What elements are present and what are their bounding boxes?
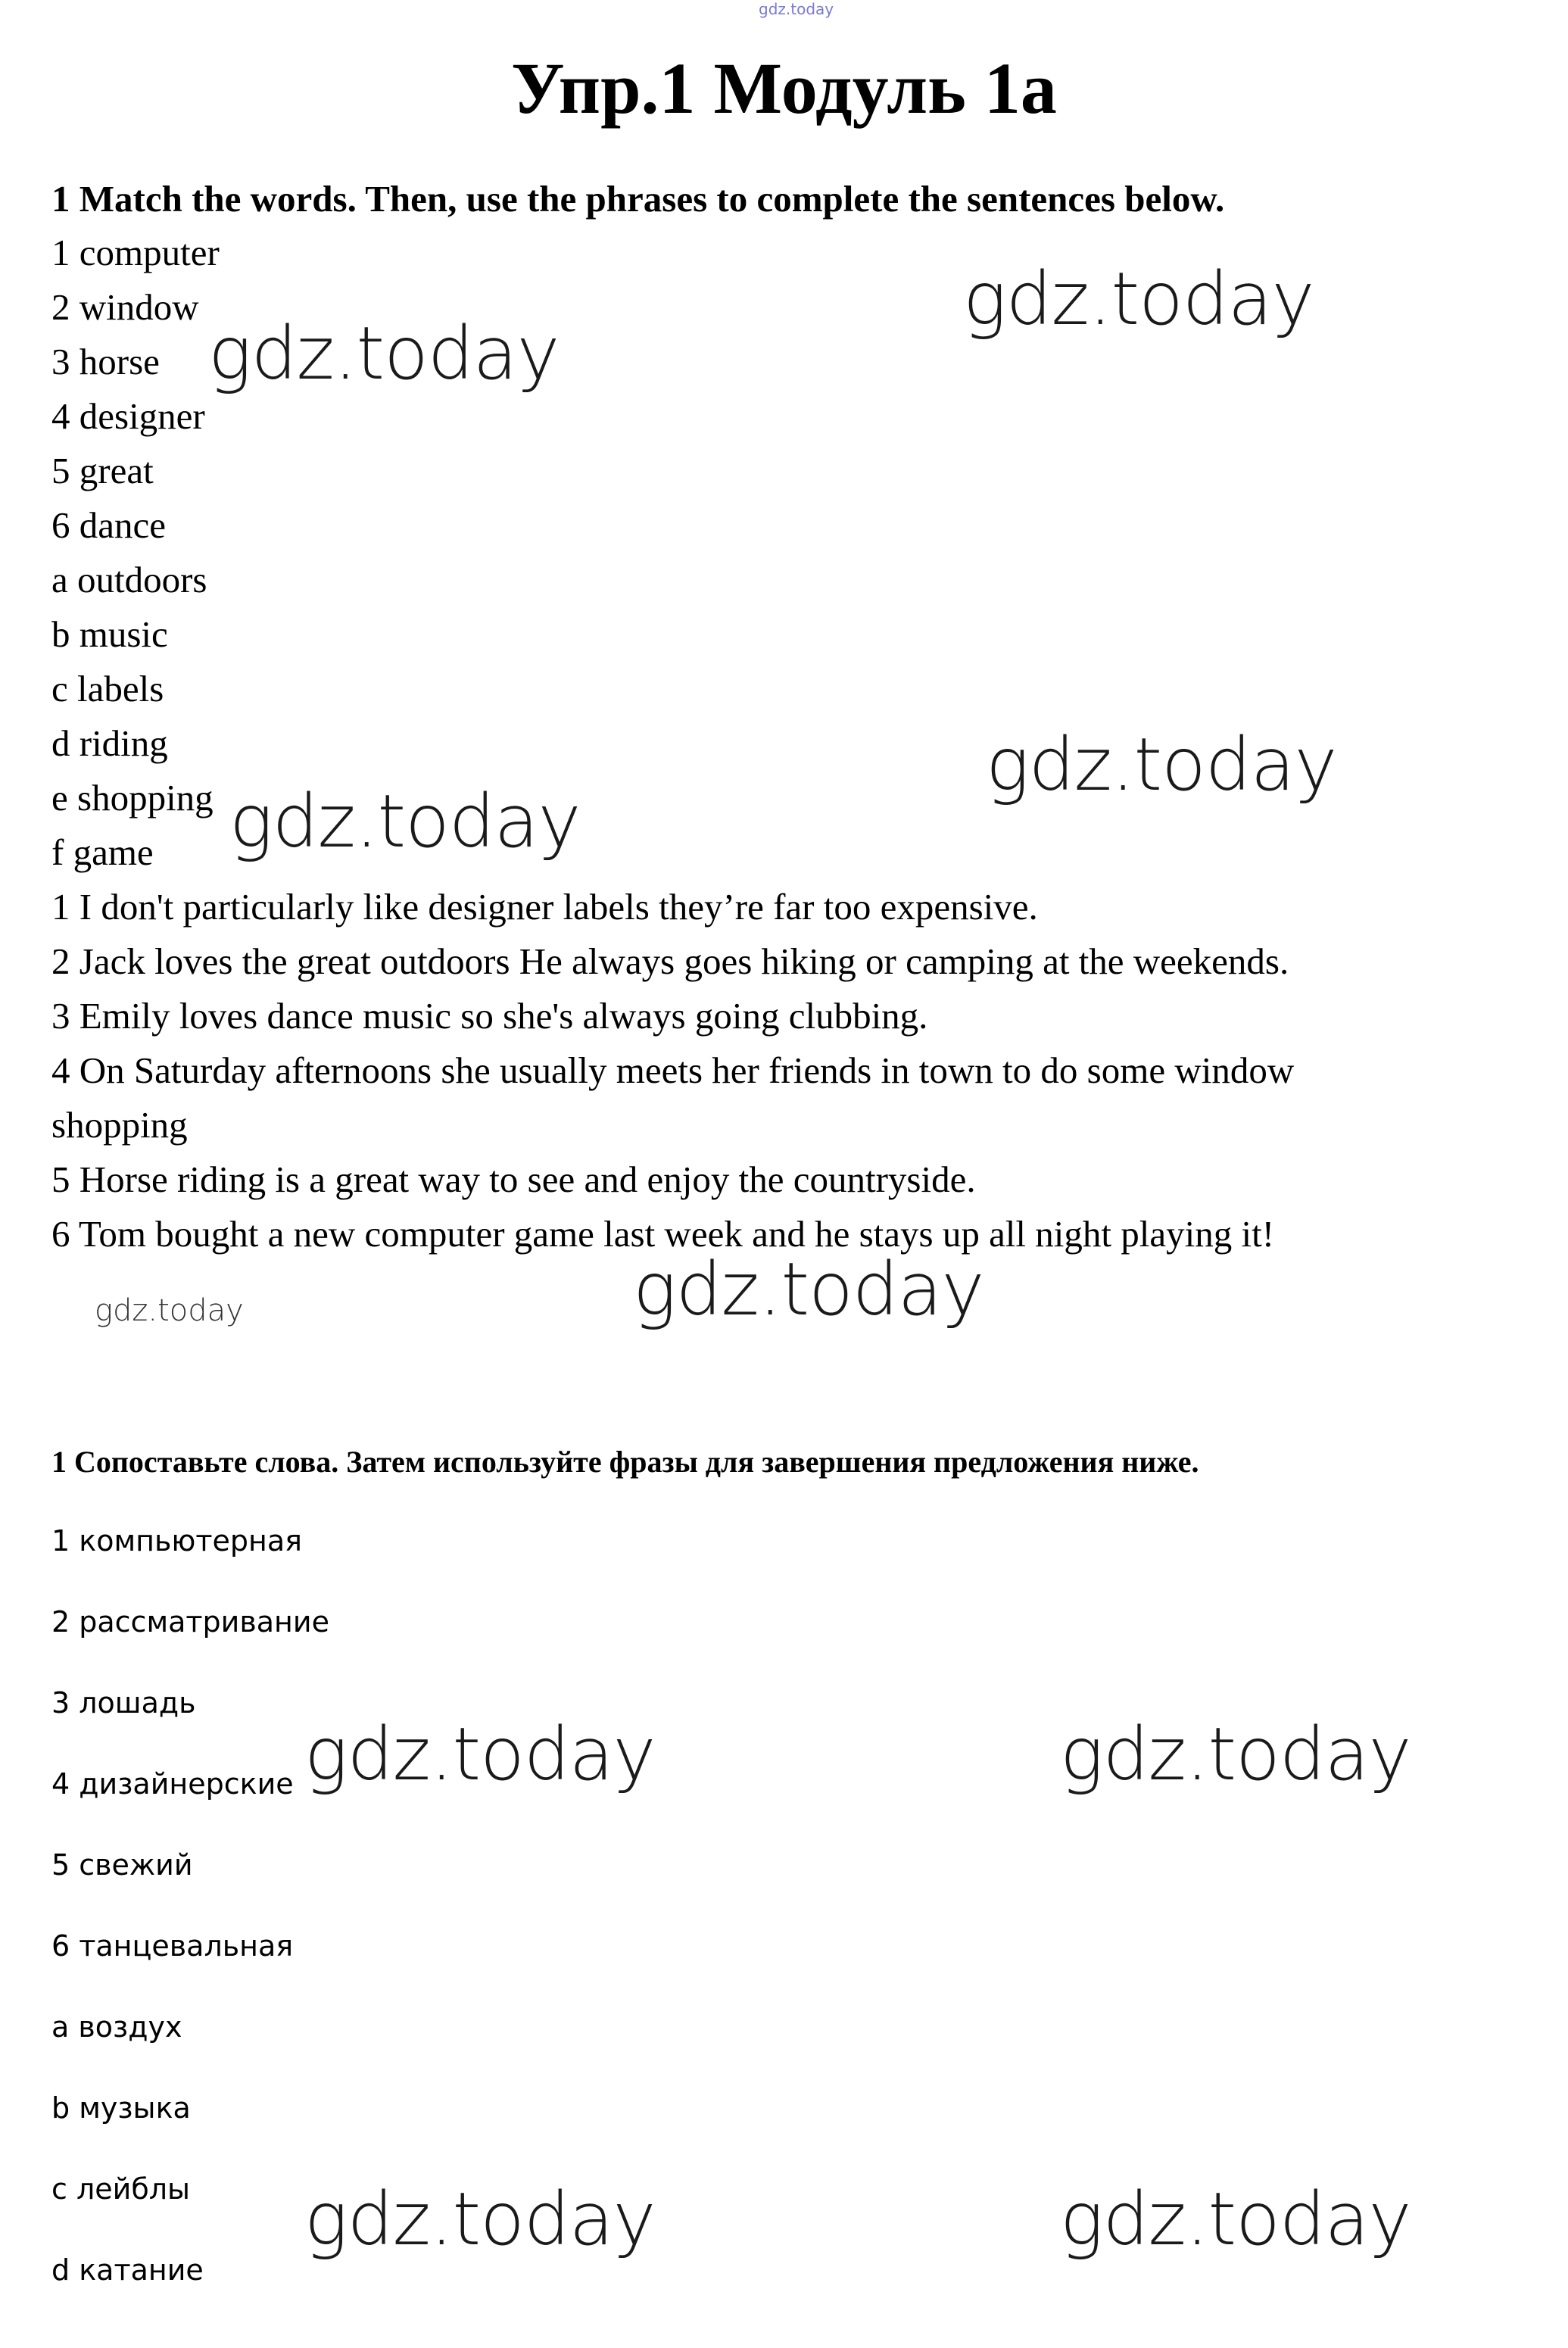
list-item: 5 свежий: [51, 1848, 193, 1882]
list-item: 6 танцевальная: [51, 1929, 294, 1963]
list-item: 3 horse: [51, 341, 160, 382]
list-item: d riding: [51, 722, 168, 764]
list-item: c лейблы: [51, 2172, 191, 2206]
list-item: e shopping: [51, 777, 214, 819]
watermark: gdz.today: [95, 1293, 244, 1328]
russian-instruction: 1 Сопоставьте слова. Затем используйте фразы для завершения предложения ниже.: [51, 1445, 1199, 1479]
page-title: Упр.1 Модуль 1а: [511, 48, 1057, 129]
list-item: 3 лошадь: [51, 1686, 196, 1720]
sentence: 6 Tom bought a new computer game last week and he stays up all night playing it!: [51, 1213, 1275, 1255]
list-item: 5 great: [51, 450, 154, 491]
watermark: gdz.today: [963, 257, 1314, 341]
list-item: 4 дизайнерские: [51, 1767, 294, 1801]
sentence: 4 On Saturday afternoons she usually meets her friends in town to do some window: [51, 1049, 1295, 1091]
watermark: gdz.today: [208, 311, 560, 396]
sentence: 1 I don't particularly like designer labels they’re far too expensive.: [51, 886, 1038, 928]
watermark: gdz.today: [229, 779, 581, 864]
sentence: 5 Horse riding is a great way to see and enjoy the countryside.: [51, 1158, 976, 1200]
list-item: b music: [51, 613, 168, 655]
sentence: 3 Emily loves dance music so she's always going clubbing.: [51, 995, 928, 1037]
watermark: gdz.today: [304, 2177, 656, 2262]
list-item: a воздух: [51, 2010, 182, 2044]
list-item: 6 dance: [51, 504, 166, 546]
list-item: b музыка: [51, 2091, 191, 2125]
list-item: 1 компьютерная: [51, 1524, 302, 1558]
list-item: 4 designer: [51, 395, 205, 437]
top-watermark: gdz.today: [759, 0, 834, 18]
list-item: c labels: [51, 668, 164, 709]
watermark: gdz.today: [1060, 1712, 1411, 1797]
watermark: gdz.today: [986, 722, 1337, 807]
list-item: a outdoors: [51, 559, 207, 600]
sentence: shopping: [51, 1104, 188, 1146]
watermark: gdz.today: [633, 1247, 984, 1332]
list-item: 2 рассматривание: [51, 1605, 329, 1639]
watermark: gdz.today: [304, 1712, 656, 1797]
watermark: gdz.today: [1060, 2177, 1411, 2262]
list-item: d катание: [51, 2253, 204, 2287]
sentence: 2 Jack loves the great outdoors He always goes hiking or camping at the weekends.: [51, 940, 1289, 982]
english-instruction: 1 Match the words. Then, use the phrases to complete the sentences below.: [51, 178, 1225, 220]
list-item: f game: [51, 831, 154, 873]
list-item: 2 window: [51, 286, 199, 328]
list-item: 1 computer: [51, 232, 220, 273]
